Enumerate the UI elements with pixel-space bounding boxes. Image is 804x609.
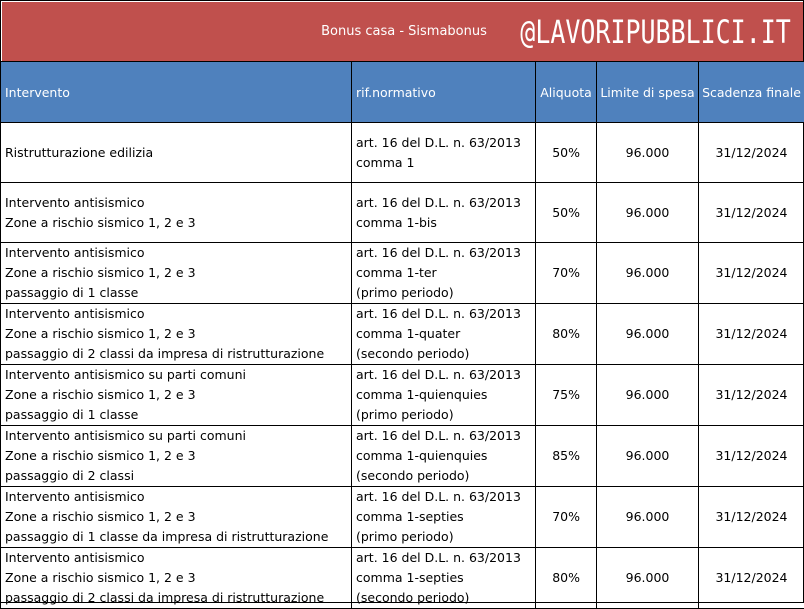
table-row [1,365,804,426]
cell-intervento-line: passaggio di 2 classi [5,466,347,486]
table-row [1,243,804,304]
cell-intervento-line: Intervento antisismico [5,487,347,507]
title-banner [2,2,803,62]
cell-rif-normativo [352,548,536,609]
cell-intervento [1,487,352,548]
cell-rif-normativo-line: art. 16 del D.L. n. 63/2013 [356,487,531,507]
table-row [1,123,804,183]
table-row [1,548,804,609]
cell-intervento-line: passaggio di 2 classi da impresa di ristrutturazione [5,344,347,364]
cell-intervento [1,183,352,243]
cell-intervento [1,365,352,426]
cell-intervento-line: Zone a rischio sismico 1, 2 e 3 [5,385,347,405]
cell-scadenza-finale: 31/12/2024 [699,304,804,365]
cell-intervento [1,548,352,609]
cell-rif-normativo-line: (secondo periodo) [356,588,531,608]
cell-scadenza-finale: 31/12/2024 [699,243,804,304]
cell-rif-normativo-line: art. 16 del D.L. n. 63/2013 [356,304,531,324]
cell-rif-normativo [352,365,536,426]
cell-rif-normativo-line: art. 16 del D.L. n. 63/2013 [356,426,531,446]
cell-limite-di-spesa: 96.000 [597,304,699,365]
cell-rif-normativo-line: comma 1 [356,153,531,173]
cell-rif-normativo [352,183,536,243]
cell-rif-normativo-line: (primo periodo) [356,283,531,303]
column-header-aliquota: Aliquota [536,62,597,123]
cell-intervento [1,304,352,365]
cell-intervento [1,243,352,304]
column-header-scadenza-finale: Scadenza finale [699,62,804,123]
page-title: Bonus casa - Sismabonus [2,2,804,62]
cell-aliquota: 70% [536,487,597,548]
cell-limite-di-spesa: 96.000 [597,548,699,609]
cell-rif-normativo-line: (primo periodo) [356,527,531,547]
table-row [1,304,804,365]
cell-rif-normativo-line: comma 1-quienquies [356,385,531,405]
cell-aliquota: 50% [536,183,597,243]
cell-rif-normativo [352,243,536,304]
cell-rif-normativo-line: art. 16 del D.L. n. 63/2013 [356,133,531,153]
cell-limite-di-spesa: 96.000 [597,243,699,304]
cell-intervento-line: Zone a rischio sismico 1, 2 e 3 [5,263,347,283]
cell-scadenza-finale: 31/12/2024 [699,487,804,548]
sismabonus-table [0,61,804,609]
cell-limite-di-spesa: 96.000 [597,183,699,243]
cell-aliquota: 80% [536,304,597,365]
cell-rif-normativo-line: (secondo periodo) [356,466,531,486]
cell-rif-normativo-line: comma 1-quienquies [356,446,531,466]
cell-intervento-line: Ristrutturazione edilizia [5,143,347,163]
cell-rif-normativo [352,123,536,183]
cell-intervento [1,123,352,183]
cell-limite-di-spesa: 96.000 [597,426,699,487]
cell-intervento-line: Intervento antisismico [5,193,347,213]
table-row [1,426,804,487]
cell-intervento-line: Intervento antisismico su parti comuni [5,365,347,385]
cell-aliquota: 70% [536,243,597,304]
cell-aliquota: 50% [536,123,597,183]
cell-intervento-line: Zone a rischio sismico 1, 2 e 3 [5,324,347,344]
cell-aliquota: 85% [536,426,597,487]
cell-rif-normativo-line: comma 1-septies [356,507,531,527]
cell-rif-normativo-line: (primo periodo) [356,405,531,425]
table-row [1,487,804,548]
cell-rif-normativo [352,426,536,487]
cell-intervento-line: passaggio di 2 classi da impresa di ristrutturazione [5,588,347,608]
cell-intervento [1,426,352,487]
cell-intervento-line: Zone a rischio sismico 1, 2 e 3 [5,507,347,527]
cell-intervento-line: passaggio di 1 classe [5,283,347,303]
cell-scadenza-finale: 31/12/2024 [699,123,804,183]
cell-rif-normativo-line: art. 16 del D.L. n. 63/2013 [356,243,531,263]
cell-intervento-line: Zone a rischio sismico 1, 2 e 3 [5,568,347,588]
cell-intervento-line: Intervento antisismico [5,304,347,324]
cell-intervento-line: passaggio di 1 classe [5,405,347,425]
cell-scadenza-finale: 31/12/2024 [699,365,804,426]
cell-intervento-line: Zone a rischio sismico 1, 2 e 3 [5,446,347,466]
cell-intervento-line: Intervento antisismico [5,548,347,568]
cell-rif-normativo-line: art. 16 del D.L. n. 63/2013 [356,548,531,568]
table-row [1,183,804,243]
cell-limite-di-spesa: 96.000 [597,365,699,426]
column-header-rif-normativo: rif.normativo [352,62,536,123]
cell-intervento-line: Intervento antisismico [5,243,347,263]
column-header-limite-di-spesa: Limite di spesa [597,62,699,123]
cell-rif-normativo-line: comma 1-septies [356,568,531,588]
cell-limite-di-spesa: 96.000 [597,487,699,548]
cell-rif-normativo-line: comma 1-bis [356,213,531,233]
cell-rif-normativo-line: comma 1-quater [356,324,531,344]
cell-aliquota: 75% [536,365,597,426]
cell-aliquota: 80% [536,548,597,609]
cell-scadenza-finale: 31/12/2024 [699,183,804,243]
cell-limite-di-spesa: 96.000 [597,123,699,183]
cell-intervento-line: Intervento antisismico su parti comuni [5,426,347,446]
cell-intervento-line: Zone a rischio sismico 1, 2 e 3 [5,213,347,233]
brand-logo: @LAVORIPUBBLICI.IT [521,10,791,54]
cell-rif-normativo-line: art. 16 del D.L. n. 63/2013 [356,193,531,213]
cell-scadenza-finale: 31/12/2024 [699,548,804,609]
cell-intervento-line: passaggio di 1 classe da impresa di ristrutturazione [5,527,347,547]
cell-scadenza-finale: 31/12/2024 [699,426,804,487]
cell-rif-normativo [352,304,536,365]
cell-rif-normativo [352,487,536,548]
table-header-row [1,62,804,123]
cell-rif-normativo-line: comma 1-ter [356,263,531,283]
cell-rif-normativo-line: (secondo periodo) [356,344,531,364]
column-header-intervento: Intervento [1,62,352,123]
cell-rif-normativo-line: art. 16 del D.L. n. 63/2013 [356,365,531,385]
